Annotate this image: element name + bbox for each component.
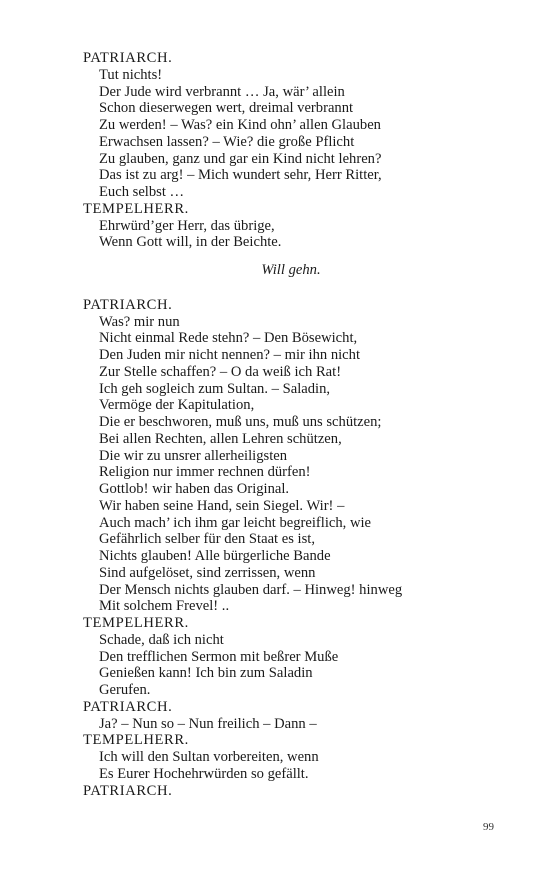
verse-line: Die er beschworen, muß uns, muß uns schützen; xyxy=(99,414,382,430)
speaker-name: PATRIARCH. xyxy=(83,782,173,799)
verse-line: Es Eurer Hochehrwürden so gefällt. xyxy=(99,765,309,782)
verse-line: Bei allen Rechten, allen Lehren schützen, xyxy=(99,430,342,447)
verse-line: Nichts glauben! Alle bürgerliche Bande xyxy=(99,548,331,564)
verse-line: Sind aufgelöset, sind zerrissen, wenn xyxy=(99,564,316,581)
verse-line: Ehrwürd’ger Herr, das übrige, xyxy=(99,217,275,234)
verse-line: Tut nichts! xyxy=(99,66,163,83)
verse-line: Religion nur immer rechnen dürfen! xyxy=(99,464,311,481)
verse-line: Vermöge der Kapitulation, xyxy=(99,397,255,414)
verse-line: Erwachsen lassen? – Wie? die große Pflicht xyxy=(99,133,355,150)
verse-line: Schade, daß ich nicht xyxy=(99,631,224,648)
speaker-name: PATRIARCH. xyxy=(83,50,173,66)
verse-line: Der Jude wird verbrannt … Ja, wär’ allein xyxy=(99,83,345,100)
verse-line: Gefährlich selber für den Staat es ist, xyxy=(99,531,315,548)
speaker-name: PATRIARCH. xyxy=(83,698,173,715)
verse-line: Genießen kann! Ich bin zum Saladin xyxy=(99,665,313,682)
verse-line: Was? mir nun xyxy=(99,313,180,330)
verse-line: Die wir zu unsrer allerheiligsten xyxy=(99,447,288,464)
verse-line: Gerufen. xyxy=(99,682,151,698)
verse-line: Euch selbst … xyxy=(99,184,185,200)
verse-line: Wenn Gott will, in der Beichte. xyxy=(99,234,282,251)
verse-line: Schon dieserwegen wert, dreimal verbrannt xyxy=(99,100,354,117)
page-text xyxy=(83,50,483,799)
speaker-name: TEMPELHERR. xyxy=(83,615,189,631)
speaker-name: TEMPELHERR. xyxy=(83,200,189,217)
verse-line: Ich will den Sultan vorbereiten, wenn xyxy=(99,749,319,765)
verse-line: Nicht einmal Rede stehn? – Den Bösewicht, xyxy=(99,330,358,347)
verse-line: Gottlob! wir haben das Original. xyxy=(99,481,290,497)
verse-line: Ja? – Nun so – Nun freilich – Dann – xyxy=(99,715,317,732)
verse-line: Das ist zu arg! – Mich wundert sehr, Herr Ritter, xyxy=(99,167,382,184)
stage-direction: Will gehn. xyxy=(261,262,321,278)
speaker-name: PATRIARCH. xyxy=(83,296,173,313)
page-number: 99 xyxy=(483,821,494,833)
verse-line: Den Juden mir nicht nennen? – mir ihn nicht xyxy=(99,347,361,363)
verse-line: Zu glauben, ganz und gar ein Kind nicht lehren? xyxy=(99,150,382,167)
speaker-name: TEMPELHERR. xyxy=(83,732,189,749)
verse-line: Zu werden! – Was? ein Kind ohn’ allen Glauben xyxy=(99,117,381,133)
verse-line: Auch mach’ ich ihm gar leicht begreiflich, wie xyxy=(99,514,372,531)
verse-line: Ich geh sogleich zum Sultan. – Saladin, xyxy=(99,380,331,397)
verse-line: Mit solchem Frevel! .. xyxy=(99,598,230,615)
verse-line: Den trefflichen Sermon mit beßrer Muße xyxy=(99,648,339,665)
verse-line: Zur Stelle schaffen? – O da weiß ich Rat! xyxy=(99,363,342,380)
verse-line: Der Mensch nichts glauben darf. – Hinweg! hinweg xyxy=(99,581,403,598)
verse-line: Wir haben seine Hand, sein Siegel. Wir! – xyxy=(99,497,345,514)
